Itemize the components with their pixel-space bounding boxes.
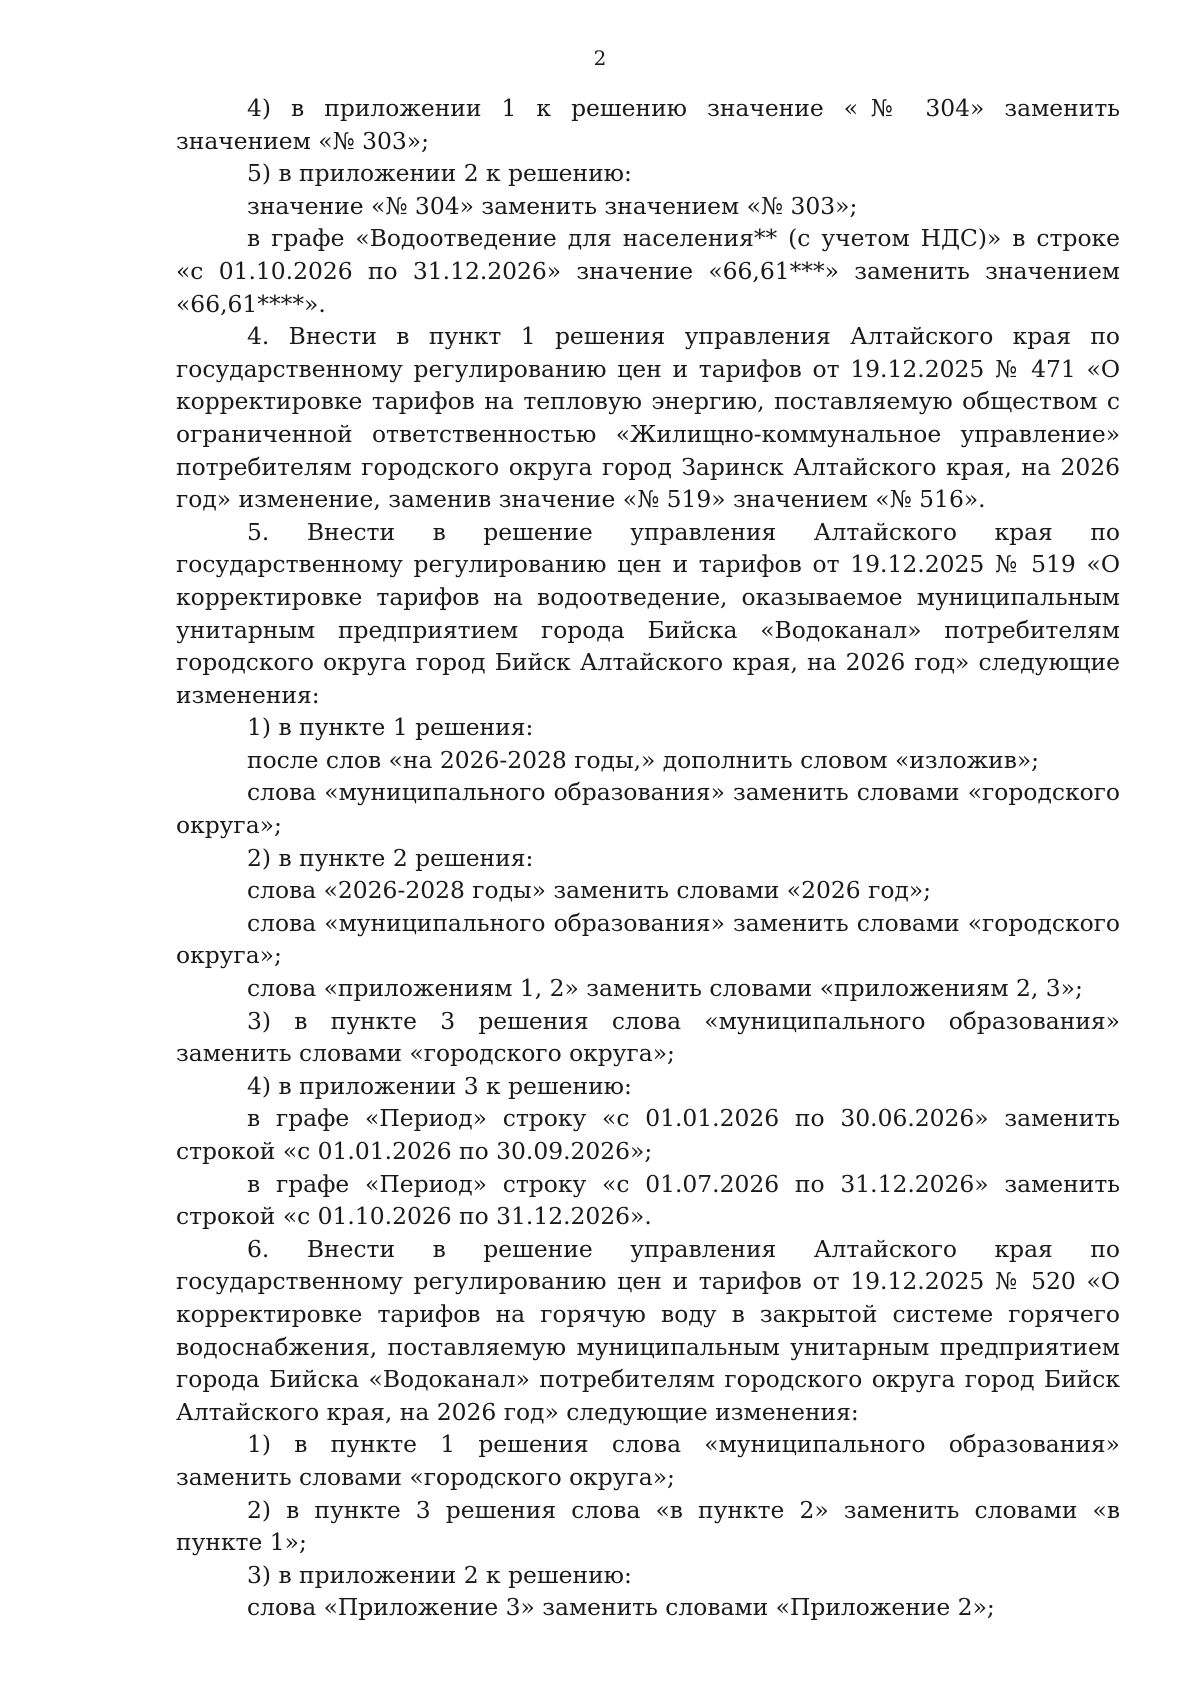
paragraph-6-2-clause-3: 2) в пункте 3 решения слова «в пункте 2» заменить словами «в пункте 1»; (176, 1495, 1120, 1557)
paragraph-5-2-clause-2: 2) в пункте 2 решения: (247, 843, 534, 872)
page-number: 2 (593, 46, 607, 70)
paragraph-6-3-words-replace: слова «Приложение 3» заменить словами «Приложение 2»; (247, 1593, 995, 1622)
paragraph-5-4-period-1: в графе «Период» строку «с 01.01.2026 по 30.06.2026» заменить строкой «с 01.01.2026 по 30.09.2026»; (176, 1104, 1120, 1165)
paragraph-item-5: 5. Внести в решение управления Алтайского края по государственному регулированию цен и тарифов от 19.12.2025 № 519 «О корректировке тарифов на водоотведение, оказываемое муниципальным унитарным предприятием города Бийска «Водоканал» потребителям городского округа город Бийск Алтайского края, на 2026 год» следующие изменения: (176, 517, 1120, 709)
paragraph-5-1-clause-1: 1) в пункте 1 решения: (247, 713, 534, 742)
paragraph-4-appendix-1: 4) в приложении 1 к решению значение «№ 304» заменить значением «№ 303»; (176, 94, 1120, 155)
paragraph-6-3-appendix-2: 3) в приложении 2 к решению: (247, 1560, 632, 1589)
paragraph-5-1-words-replace: слова «муниципального образования» заменить словами «городского округа»; (176, 778, 1120, 840)
paragraph-5-2-words-replace: слова «муниципального образования» заменить словами «городского округа»; (176, 908, 1120, 970)
paragraph-5-1-after-words: после слов «на 2026-2028 годы,» дополнить словом «изложив»; (247, 745, 1040, 774)
paragraph-5-2-years: слова «2026-2028 годы» заменить словами «2026 год»; (247, 876, 932, 905)
paragraph-item-6: 6. Внести в решение управления Алтайского края по государственному регулированию цен и тарифов от 19.12.2025 № 520 «О корректировке тарифов на горячую воду в закрытой системе горячего водоснабжения, поставляемую муниципальным унитарным предприятием города Бийска «Водоканал» потребителям городского округа город Бийск Алтайского края, на 2026 год» следующие изменения: (176, 1234, 1120, 1426)
paragraph-5-2-appendices: слова «приложениям 1, 2» заменить словами «приложениям 2, 3»; (247, 974, 1083, 1003)
paragraph-item-4: 4. Внести в пункт 1 решения управления Алтайского края по государственному регулированию цен и тарифов от 19.12.2025 № 471 «О корректировке тарифов на тепловую энергию, поставляемую обществом с ограниченной ответственностью «Жилищно-коммунальное управление» потребителям городского округа город Заринск Алтайского края, на 2026 год» изменение, заменив значение «№ 519» значением «№ 516». (176, 322, 1120, 514)
paragraph-5-3-clause-3: 3) в пункте 3 решения слова «муниципального образования» заменить словами «городского округа»; (176, 1006, 1120, 1068)
document-body (176, 92, 1120, 1624)
paragraph-5-4-appendix-3: 4) в приложении 3 к решению: (247, 1071, 632, 1100)
paragraph-5-4-period-2: в графе «Период» строку «с 01.07.2026 по 31.12.2026» заменить строкой «с 01.10.2026 по 31.12.2026». (176, 1169, 1120, 1231)
paragraph-6-1-clause-1: 1) в пункте 1 решения слова «муниципального образования» заменить словами «городского округа»; (176, 1430, 1120, 1491)
paragraph-value-replace: значение «№ 304» заменить значением «№ 303»; (247, 191, 858, 220)
paragraph-5-appendix-2: 5) в приложении 2 к решению: (247, 159, 632, 188)
paragraph-column-sewage: в графе «Водоотведение для населения** (с учетом НДС)» в строке «с 01.10.2026 по 31.12.2026» значение «66,61***» заменить значением «66,61****». (176, 224, 1120, 318)
